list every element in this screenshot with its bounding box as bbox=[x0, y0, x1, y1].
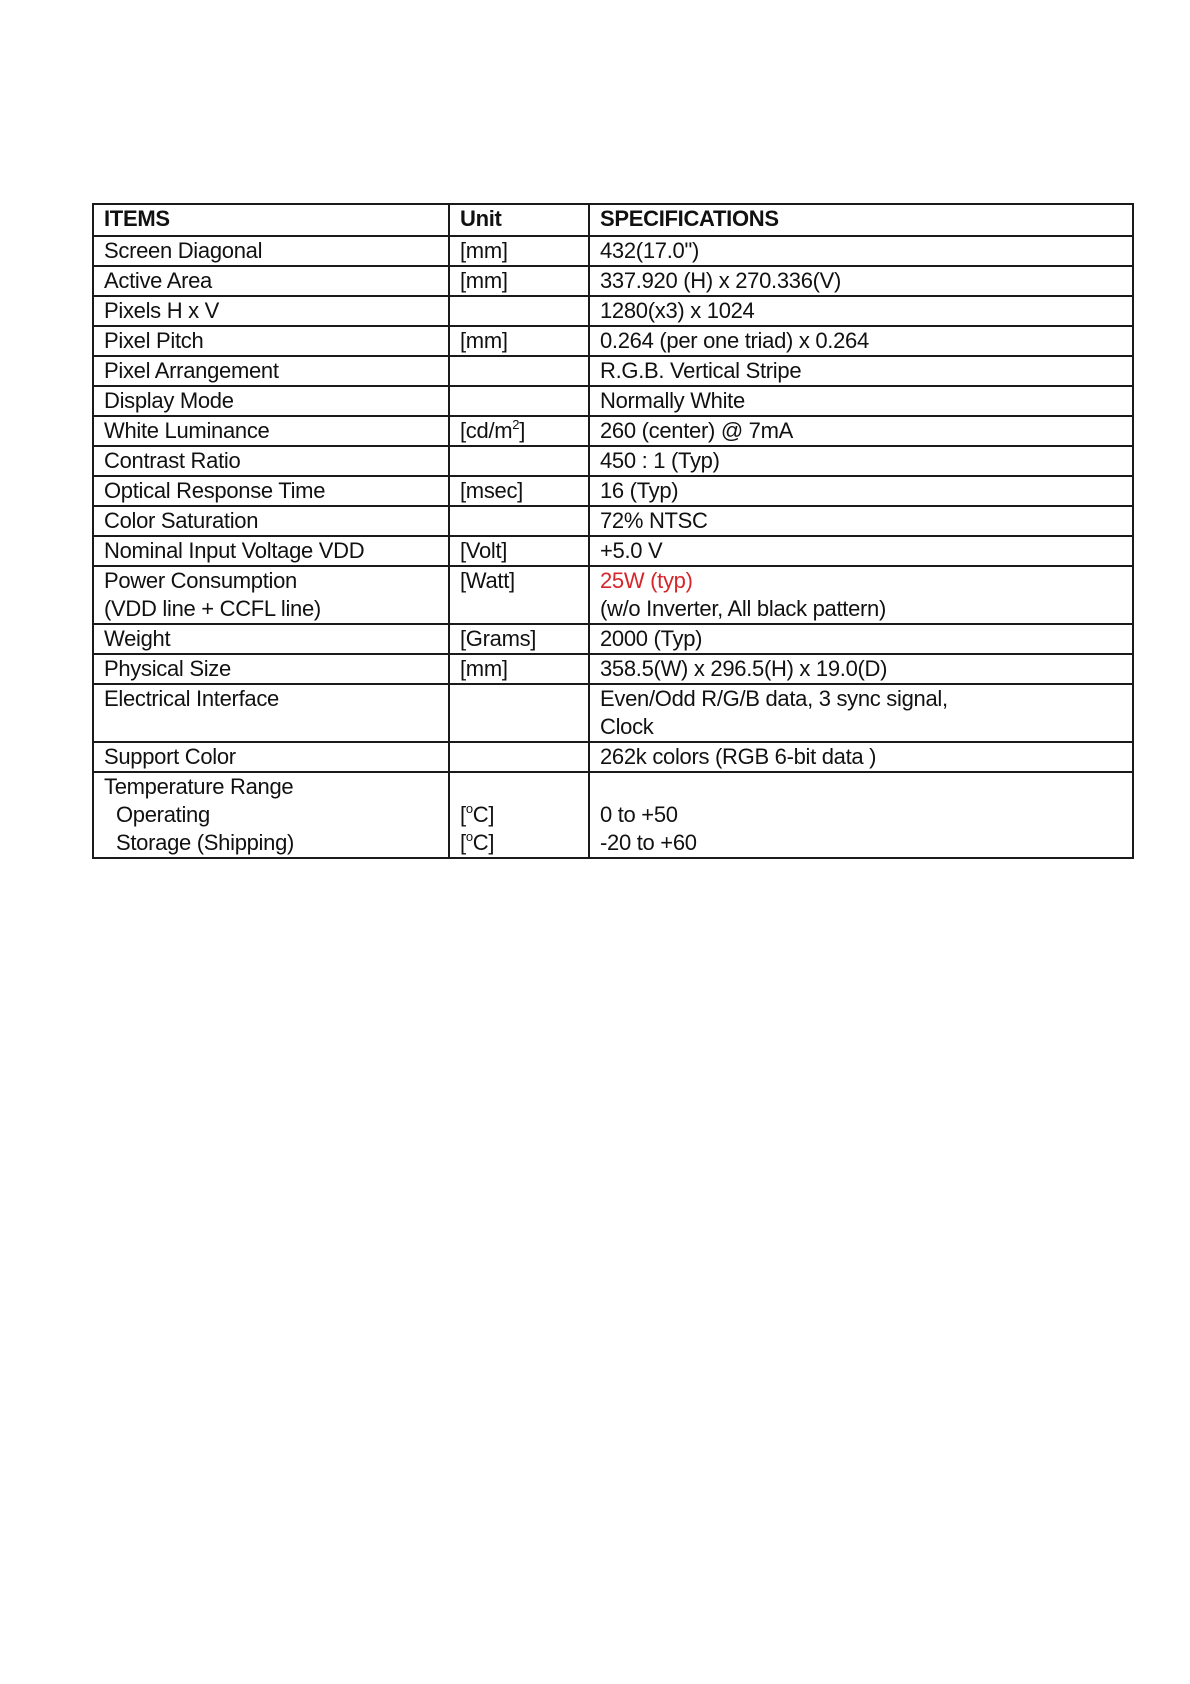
unit-cell bbox=[449, 356, 589, 386]
spec-line: Even/Odd R/G/B data, 3 sync signal, bbox=[600, 686, 948, 711]
table-row bbox=[93, 624, 1133, 654]
item-cell: Pixels H x V bbox=[93, 296, 449, 326]
table-row bbox=[93, 356, 1133, 386]
unit-text: C] bbox=[472, 830, 495, 855]
unit-cell bbox=[449, 446, 589, 476]
table-row bbox=[93, 536, 1133, 566]
unit-line bbox=[460, 801, 578, 829]
item-cell bbox=[93, 772, 449, 858]
header-items: ITEMS bbox=[93, 204, 449, 236]
item-cell: White Luminance bbox=[93, 416, 449, 446]
item-cell bbox=[93, 566, 449, 624]
item-cell: Screen Diagonal bbox=[93, 236, 449, 266]
unit-cell bbox=[449, 506, 589, 536]
spec-cell bbox=[589, 772, 1133, 858]
table-row bbox=[93, 296, 1133, 326]
unit-text: [cd/m bbox=[460, 418, 513, 443]
header-specifications: SPECIFICATIONS bbox=[589, 204, 1133, 236]
unit-cell bbox=[449, 296, 589, 326]
item-cell: Active Area bbox=[93, 266, 449, 296]
unit-cell: [Volt] bbox=[449, 536, 589, 566]
spec-cell: R.G.B. Vertical Stripe bbox=[589, 356, 1133, 386]
unit-line bbox=[460, 829, 578, 857]
specifications-table bbox=[92, 203, 1134, 859]
item-line: (VDD line + CCFL line) bbox=[104, 596, 321, 621]
unit-text: ] bbox=[519, 418, 526, 443]
spacer bbox=[460, 773, 578, 801]
item-cell: Optical Response Time bbox=[93, 476, 449, 506]
spec-cell: 358.5(W) x 296.5(H) x 19.0(D) bbox=[589, 654, 1133, 684]
unit-cell bbox=[449, 772, 589, 858]
item-cell: Weight bbox=[93, 624, 449, 654]
unit-superscript: o bbox=[465, 829, 473, 844]
unit-cell: [mm] bbox=[449, 236, 589, 266]
spec-cell: 72% NTSC bbox=[589, 506, 1133, 536]
unit-cell bbox=[449, 742, 589, 772]
spec-line: Clock bbox=[600, 714, 654, 739]
table-row bbox=[93, 386, 1133, 416]
unit-cell bbox=[449, 416, 589, 446]
item-cell: Support Color bbox=[93, 742, 449, 772]
item-cell: Contrast Ratio bbox=[93, 446, 449, 476]
spec-cell: +5.0 V bbox=[589, 536, 1133, 566]
item-subline: Operating bbox=[116, 802, 210, 827]
unit-cell: [mm] bbox=[449, 326, 589, 356]
item-line: Temperature Range bbox=[104, 774, 294, 799]
table-row bbox=[93, 742, 1133, 772]
spec-line: (w/o Inverter, All black pattern) bbox=[600, 596, 887, 621]
table-row bbox=[93, 566, 1133, 624]
item-cell: Pixel Arrangement bbox=[93, 356, 449, 386]
unit-cell bbox=[449, 386, 589, 416]
spec-cell: 262k colors (RGB 6-bit data ) bbox=[589, 742, 1133, 772]
spec-cell: Normally White bbox=[589, 386, 1133, 416]
item-cell: Nominal Input Voltage VDD bbox=[93, 536, 449, 566]
unit-superscript: o bbox=[465, 801, 473, 816]
spec-cell: 0.264 (per one triad) x 0.264 bbox=[589, 326, 1133, 356]
unit-text: [ bbox=[460, 830, 466, 855]
spec-line: -20 to +60 bbox=[600, 830, 697, 855]
unit-cell bbox=[449, 684, 589, 742]
spec-cell: 450 : 1 (Typ) bbox=[589, 446, 1133, 476]
table-row bbox=[93, 654, 1133, 684]
spec-cell: 432(17.0") bbox=[589, 236, 1133, 266]
table-row bbox=[93, 446, 1133, 476]
item-subline: Storage (Shipping) bbox=[116, 830, 295, 855]
spec-cell: 260 (center) @ 7mA bbox=[589, 416, 1133, 446]
header-unit: Unit bbox=[449, 204, 589, 236]
item-cell: Pixel Pitch bbox=[93, 326, 449, 356]
table-row bbox=[93, 684, 1133, 742]
unit-cell: [msec] bbox=[449, 476, 589, 506]
unit-cell: [Watt] bbox=[449, 566, 589, 624]
table-row bbox=[93, 266, 1133, 296]
item-cell: Physical Size bbox=[93, 654, 449, 684]
item-cell: Color Saturation bbox=[93, 506, 449, 536]
spec-cell bbox=[589, 566, 1133, 624]
spec-line: 0 to +50 bbox=[600, 802, 678, 827]
unit-text: C] bbox=[472, 802, 495, 827]
item-cell: Electrical Interface bbox=[93, 684, 449, 742]
table-row bbox=[93, 772, 1133, 858]
spec-cell: 337.920 (H) x 270.336(V) bbox=[589, 266, 1133, 296]
table-row bbox=[93, 326, 1133, 356]
spec-cell: 2000 (Typ) bbox=[589, 624, 1133, 654]
unit-cell: [Grams] bbox=[449, 624, 589, 654]
item-cell: Display Mode bbox=[93, 386, 449, 416]
item-line: Power Consumption bbox=[104, 568, 297, 593]
spec-cell: 1280(x3) x 1024 bbox=[589, 296, 1133, 326]
unit-cell: [mm] bbox=[449, 266, 589, 296]
unit-text: [ bbox=[460, 802, 466, 827]
table-row bbox=[93, 236, 1133, 266]
table-row bbox=[93, 476, 1133, 506]
table-row bbox=[93, 506, 1133, 536]
table-row bbox=[93, 416, 1133, 446]
spec-cell bbox=[589, 684, 1133, 742]
spacer bbox=[600, 773, 1122, 801]
spec-cell: 16 (Typ) bbox=[589, 476, 1133, 506]
power-typ-value: 25W (typ) bbox=[600, 568, 693, 593]
unit-cell: [mm] bbox=[449, 654, 589, 684]
unit-superscript: 2 bbox=[512, 417, 520, 432]
table-header-row bbox=[93, 204, 1133, 236]
